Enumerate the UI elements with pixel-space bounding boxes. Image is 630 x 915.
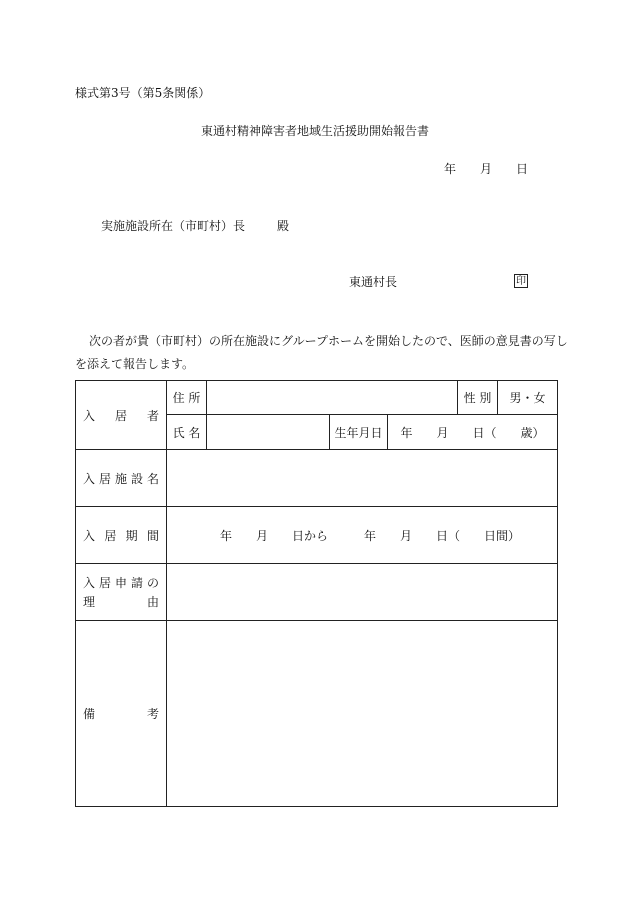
- reason-label-line-1: 入 居 申 請 の: [83, 576, 159, 590]
- gender-value-field[interactable]: 男・女: [498, 381, 558, 415]
- addressee: 実施施設所在（市町村）長: [101, 219, 246, 233]
- dob-value-field[interactable]: 年 月 日（ 歳）: [388, 415, 558, 450]
- facility-label: 入 居 施 設 名: [83, 471, 159, 486]
- resident-label-cell: [76, 381, 167, 450]
- facility-label-cell: [76, 450, 167, 507]
- body-text-line-2: を添えて報告します。: [75, 357, 195, 371]
- resident-label: 入 居 者: [83, 408, 159, 423]
- seal-stamp: [514, 273, 528, 288]
- remarks-label-cell: [76, 621, 167, 807]
- address-value-field[interactable]: [207, 381, 458, 415]
- name-label: 氏 名: [167, 415, 207, 450]
- reason-value-field[interactable]: [167, 564, 558, 621]
- period-value-field[interactable]: [167, 507, 558, 564]
- sender: 東通村長: [349, 275, 398, 289]
- date-line: 年 月 日: [444, 162, 529, 176]
- reason-label-line-2: 理 由: [83, 595, 159, 609]
- form-number: 様式第3号（第5条関係）: [75, 86, 211, 100]
- reason-label-cell: [76, 564, 167, 621]
- facility-value-field[interactable]: [167, 450, 558, 507]
- name-value-field[interactable]: [207, 415, 330, 450]
- stamp-mark: 印: [516, 276, 526, 287]
- addressee-suffix: 殿: [277, 219, 290, 233]
- report-table: [75, 380, 558, 807]
- remarks-value-field[interactable]: [167, 621, 558, 807]
- remarks-label: 備 考: [83, 707, 159, 721]
- dob-label: 生年月日: [330, 415, 388, 450]
- period-label: 入 居 期 間: [83, 528, 159, 543]
- period-value: 年 月 日から 年 月 日（ 日間）: [220, 528, 521, 543]
- period-label-cell: [76, 507, 167, 564]
- body-text-line-1: 次の者が貴（市町村）の所在施設にグループホームを開始したので、医師の意見書の写し: [89, 334, 568, 348]
- gender-label: 性 別: [458, 381, 498, 415]
- form-title: 東通村精神障害者地域生活援助開始報告書: [200, 124, 429, 138]
- address-label: 住 所: [167, 381, 207, 415]
